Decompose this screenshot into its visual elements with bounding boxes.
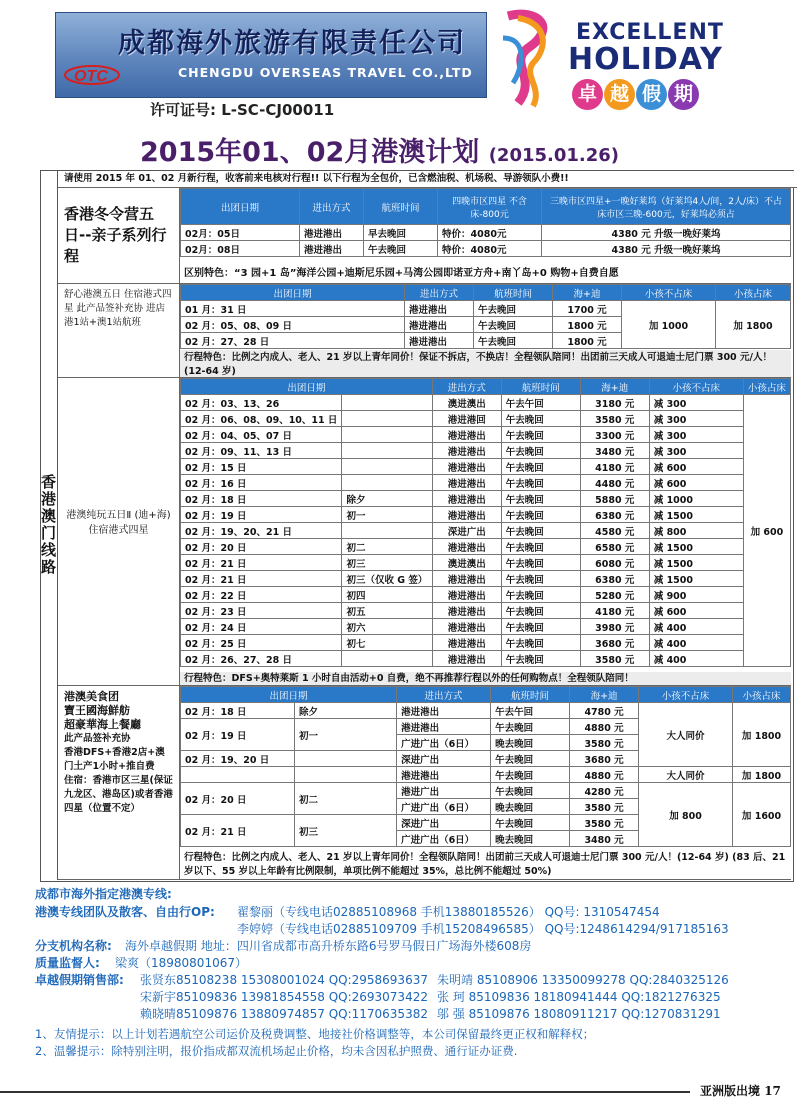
cell: 午去晚回 <box>474 301 553 317</box>
cell: 初一 <box>342 507 432 523</box>
sales-contact: 张贤东85108238 15308001024 QQ:2958693637 <box>140 973 428 987</box>
col-header: 出团日期 <box>181 285 405 301</box>
sales-contact: 赖晓晴85109876 13880974857 QQ:1170635382 <box>140 1007 428 1021</box>
table-row <box>181 301 791 317</box>
cell: 初六 <box>342 619 432 635</box>
table-row <box>181 523 791 539</box>
side-label-text: 香港澳门线路 <box>39 474 57 576</box>
cell: 港进港出 <box>432 539 501 555</box>
cell: 4880 元 <box>570 719 639 735</box>
cell: 02 月：19 日 <box>181 719 295 751</box>
cell: 港进港出 <box>300 241 364 257</box>
block4-name-line: 港澳美食团 <box>64 690 119 703</box>
cell: 午去晚回 <box>501 619 580 635</box>
cell: 加 600 <box>743 395 790 667</box>
op-contact-1: 翟黎丽（专线电话02885108968 手机13880185526） QQ号: 1310547454 <box>237 905 660 919</box>
table-row <box>181 603 791 619</box>
cell <box>342 459 432 475</box>
cell: 减 600 <box>649 603 743 619</box>
cell: 02 月：19、20 日 <box>181 751 295 767</box>
cell: 4380 元 升级一晚好莱坞 <box>542 241 791 257</box>
block2-feature: 行程特色：比例之内成人、老人、21 岁以上青年同价！保证不拆店，不换店！全程领队陪同！出团前三天成人可退迪士尼门票 300 元/人！(12-64 岁) <box>180 350 791 378</box>
cell: 02 月：25 日 <box>181 635 342 651</box>
cell: 02 月：05、08、09 日 <box>181 317 405 333</box>
brand-cn-dots <box>572 79 700 110</box>
cell: 港进港出 <box>397 767 491 783</box>
table-row <box>181 703 791 719</box>
friendly-tip: 1、友情提示：以上计划若遇航空公司运价及税费调整、地接社价格调整等，本公司保留最终更正权和解释权； <box>35 1027 595 1041</box>
brand-char: 假 <box>636 79 667 110</box>
cell <box>181 767 295 783</box>
cell: 3580 元 <box>570 815 639 831</box>
block4-name-line: 此产品签补充协 <box>64 733 131 744</box>
cell: 初二 <box>295 783 397 815</box>
cell: 3680 元 <box>570 751 639 767</box>
page-num: 17 <box>764 1084 781 1098</box>
cell: 港进港出 <box>432 507 501 523</box>
cell: 02 月：04、05、07 日 <box>181 427 342 443</box>
cell: 港进港出 <box>432 651 501 667</box>
cell: 5880 元 <box>580 491 649 507</box>
col-header: 进出方式 <box>405 285 474 301</box>
cell: 午去晚回 <box>501 571 580 587</box>
publisher: 亚洲版出境 <box>700 1084 761 1098</box>
cell: 减 1500 <box>649 507 743 523</box>
company-banner <box>55 12 487 98</box>
cell: 澳进澳出 <box>432 395 501 411</box>
cell: 午去晚回 <box>501 587 580 603</box>
cell: 初二 <box>342 539 432 555</box>
cell: 午去晚回 <box>501 555 580 571</box>
cell: 港进港出 <box>405 301 474 317</box>
svg-text:OTC: OTC <box>74 68 108 85</box>
notice-bar: 请使用 2015 年 01、02 月新行程，收客前来电核对行程!! 以下行程为全包价，已含燃油税、机场税、导游领队小费!! <box>58 171 797 188</box>
cell: 02 月：21 日 <box>181 555 342 571</box>
cell: 广进广出（6日） <box>397 799 491 815</box>
cell: 午去午回 <box>491 703 570 719</box>
table-row <box>181 427 791 443</box>
col-header: 海+迪 <box>553 285 622 301</box>
cell: 02 月：15 日 <box>181 459 342 475</box>
page-footer <box>0 1085 800 1100</box>
cell: 4380 元 升级一晚好莱坞 <box>542 225 791 241</box>
cell: 除夕 <box>295 703 397 719</box>
cell: 广进广出（6日） <box>397 831 491 847</box>
cell: 港进港出 <box>432 491 501 507</box>
cell: 午去午回 <box>501 395 580 411</box>
cell <box>342 427 432 443</box>
cell: 02 月：03、13、26 <box>181 395 342 411</box>
cell: 午去晚回 <box>491 767 570 783</box>
block4-table <box>180 686 791 847</box>
title-main: 2015年01、02月港澳计划 <box>140 137 480 168</box>
sales-label: 卓越假期销售部: <box>35 973 124 987</box>
table-row <box>181 619 791 635</box>
cell: 港进港出 <box>432 427 501 443</box>
cell: 深进广出 <box>397 751 491 767</box>
cell: 02 月：23 日 <box>181 603 342 619</box>
cell: 大人同价 <box>639 703 733 767</box>
cell: 02月：08日 <box>181 241 300 257</box>
cell: 港进港出 <box>432 459 501 475</box>
cell: 3480 元 <box>580 443 649 459</box>
cell: 6380 元 <box>580 571 649 587</box>
col-header: 小孩不占床 <box>639 687 733 703</box>
cell: 午去晚回 <box>491 719 570 735</box>
brand-char: 卓 <box>572 79 603 110</box>
cell: 02 月：18 日 <box>181 491 342 507</box>
block1-feature: 区别特色：“3 园+1 岛”海洋公园+迪斯尼乐园+马湾公园即诺亚方舟+南丫岛+0 购物+自费自愿 <box>180 266 791 284</box>
brand-holiday: HOLIDAY <box>568 42 723 77</box>
cell: 02 月：19 日 <box>181 507 342 523</box>
company-name-cn: 成都海外旅游有限责任公司 <box>118 28 466 59</box>
op-label: 港澳专线团队及散客、自由行OP: <box>35 905 215 919</box>
page-number <box>700 1082 781 1099</box>
cell: 午去晚回 <box>501 507 580 523</box>
cell: 晚去晚回 <box>491 831 570 847</box>
cell: 减 300 <box>649 443 743 459</box>
block2-table <box>180 284 791 349</box>
cell: 澳进澳出 <box>432 555 501 571</box>
cell <box>295 767 397 783</box>
table-row <box>181 491 791 507</box>
block4-feature: 行程特色：比例之内成人、老人、21 岁以上青年同价！全程领队陪同！出团前三天成人可退迪士尼门票 300 元/人！(12-64 岁) (83 后、21 岁以下、55 岁以上年龄有比例限制，单项比例不能超过 35%，总比例不能超过 50%) <box>180 850 791 880</box>
cell: 午去晚回 <box>491 783 570 799</box>
cell <box>342 395 432 411</box>
block4-name-line: 超豪華海上餐廳 <box>64 718 141 731</box>
block2-name: 舒心港澳五日 住宿港式四星 此产品签补充协 进店港1站+澳1站航班 <box>58 284 180 378</box>
cell: 4180 元 <box>580 603 649 619</box>
cell: 1800 元 <box>553 333 622 349</box>
cell: 港进港出 <box>432 587 501 603</box>
cell: 减 400 <box>649 619 743 635</box>
side-label <box>40 170 58 880</box>
cell: 午去晚回 <box>501 459 580 475</box>
block4-name-line: 住宿：香港市区三星(保证九龙区、港岛区)或者香港四星（位置不定） <box>64 775 173 814</box>
table-row <box>181 651 791 667</box>
col-header: 三晚市区四星+一晚好莱坞（好莱坞4人/间，2人/床）不占床市区三晚-600元，好莱坞必须占 <box>542 189 791 225</box>
cell: 减 300 <box>649 395 743 411</box>
cell: 特价：4080元 <box>438 241 542 257</box>
table-row <box>181 395 791 411</box>
quality-label: 质量监督人: <box>35 956 100 970</box>
cell: 大人同价 <box>639 767 733 783</box>
excellent-holiday-logo <box>498 8 728 108</box>
cell: 午去晚回 <box>474 317 553 333</box>
cell: 6080 元 <box>580 555 649 571</box>
otc-logo <box>62 57 122 91</box>
cell: 初三 <box>342 555 432 571</box>
col-header: 小孩不占床 <box>649 379 743 395</box>
col-header: 小孩占床 <box>733 687 791 703</box>
sales-contact: 邬 强 85109876 18080911217 QQ:1270831291 <box>437 1007 721 1021</box>
cell: 02 月：18 日 <box>181 703 295 719</box>
cell: 减 1500 <box>649 539 743 555</box>
cell: 减 1500 <box>649 571 743 587</box>
cell: 港进港出 <box>432 619 501 635</box>
cell: 3480 元 <box>570 831 639 847</box>
cell: 特价：4080元 <box>438 225 542 241</box>
cell: 3580 元 <box>570 735 639 751</box>
cell: 初三 <box>295 815 397 847</box>
cell: 午去晚回 <box>491 751 570 767</box>
cell: 早去晚回 <box>364 225 438 241</box>
cell: 晚去晚回 <box>491 799 570 815</box>
cell: 02 月：26、27、28 日 <box>181 651 342 667</box>
cell: 初一 <box>295 719 397 751</box>
col-header: 航班时间 <box>501 379 580 395</box>
table-row <box>181 241 791 257</box>
cell: 午去晚回 <box>474 333 553 349</box>
cell: 港进港出 <box>432 475 501 491</box>
title-date: (2015.01.26) <box>488 145 620 166</box>
cell: 加 1600 <box>733 783 791 847</box>
cell: 02 月：16 日 <box>181 475 342 491</box>
table-row <box>181 411 791 427</box>
cell: 广进广出（6日） <box>397 735 491 751</box>
warm-tip: 2、温馨提示：除特别注明，报价指成都双流机场起止价格，均未含因私护照费、通行证办证费. <box>35 1044 518 1058</box>
cell: 午去晚回 <box>501 491 580 507</box>
cell: 01 月：31 日 <box>181 301 405 317</box>
cell <box>295 751 397 767</box>
col-header: 海+迪 <box>570 687 639 703</box>
table-row <box>181 459 791 475</box>
brand-excellent: EXCELLENT <box>576 20 724 45</box>
col-header: 出团日期 <box>181 379 433 395</box>
table-row <box>181 587 791 603</box>
cell: 4880 元 <box>570 767 639 783</box>
table-row <box>181 507 791 523</box>
cell: 减 400 <box>649 635 743 651</box>
cell: 加 1800 <box>733 703 791 767</box>
branch-address: 海外卓越假期 地址：四川省成都市高升桥东路6号罗马假日广场海外楼608房 <box>125 939 532 953</box>
cell: 午去晚回 <box>501 651 580 667</box>
cell: 加 1800 <box>716 301 791 349</box>
cell: 3980 元 <box>580 619 649 635</box>
cell: 初三（仅收 G 签） <box>342 571 432 587</box>
sales-contact: 宋新宇85109836 13981854558 QQ:2693073422 <box>140 990 428 1004</box>
cell: 6380 元 <box>580 507 649 523</box>
cell: 02 月：19、20、21 日 <box>181 523 342 539</box>
cell: 加 1000 <box>622 301 716 349</box>
cell: 1800 元 <box>553 317 622 333</box>
cell: 午去晚回 <box>501 475 580 491</box>
cell: 02 月：20 日 <box>181 539 342 555</box>
table-row <box>181 225 791 241</box>
table-row <box>181 539 791 555</box>
brand-char: 越 <box>604 79 635 110</box>
cell: 港进港出 <box>405 333 474 349</box>
cell: 午去晚回 <box>501 427 580 443</box>
cell: 02 月：22 日 <box>181 587 342 603</box>
license-number: 许可证号: L-SC-CJ00011 <box>150 101 335 119</box>
cell: 午去晚回 <box>501 523 580 539</box>
col-header: 进出方式 <box>397 687 491 703</box>
cell: 02 月：09、11、13 日 <box>181 443 342 459</box>
cell: 1700 元 <box>553 301 622 317</box>
footer-heading: 成都市海外指定港澳专线: <box>35 887 172 901</box>
table-row <box>181 443 791 459</box>
cell: 02 月：21 日 <box>181 571 342 587</box>
cell: 午去晚回 <box>501 443 580 459</box>
cell: 港进港出 <box>397 719 491 735</box>
block1-table <box>180 188 791 257</box>
col-header: 海+迪 <box>580 379 649 395</box>
col-header: 进出方式 <box>432 379 501 395</box>
cell: 晚去晚回 <box>491 735 570 751</box>
cell: 初五 <box>342 603 432 619</box>
cell: 午去晚回 <box>491 815 570 831</box>
cell <box>342 443 432 459</box>
block4-name-line: 香港DFS+香港2店+澳门土产1小时+推自费 <box>64 747 165 772</box>
footer-rule <box>0 1091 690 1093</box>
cell: 5280 元 <box>580 587 649 603</box>
cell: 02月：05日 <box>181 225 300 241</box>
cell: 3300 元 <box>580 427 649 443</box>
cell: 午去晚回 <box>501 411 580 427</box>
cell: 减 300 <box>649 427 743 443</box>
cell: 港进港出 <box>432 443 501 459</box>
col-header: 出团日期 <box>181 687 397 703</box>
col-header: 出团日期 <box>181 189 300 225</box>
cell: 减 600 <box>649 475 743 491</box>
cell: 深进广出 <box>397 815 491 831</box>
cell: 港进港回 <box>432 411 501 427</box>
cell: 港进港出 <box>432 571 501 587</box>
col-header: 航班时间 <box>364 189 438 225</box>
cell: 减 1500 <box>649 555 743 571</box>
page-title <box>140 130 619 169</box>
sales-contact: 张 珂 85109836 18180941444 QQ:1821276325 <box>437 990 721 1004</box>
table-row <box>181 555 791 571</box>
block3-feature: 行程特色：DFS+奥特莱斯 1 小时自由活动+0 自费，绝不再推荐行程以外的任何购物点！全程领队陪同！ <box>180 672 791 686</box>
col-header: 小孩占床 <box>743 379 790 395</box>
company-name-en: CHENGDU OVERSEAS TRAVEL CO.,LTD <box>178 65 473 80</box>
cell: 午去晚回 <box>501 539 580 555</box>
col-header: 四晚市区四星 不含床-800元 <box>438 189 542 225</box>
quality-contact: 梁爽（18980801067） <box>115 956 247 970</box>
cell: 深进广出 <box>432 523 501 539</box>
cell: 4780 元 <box>570 703 639 719</box>
col-header: 航班时间 <box>491 687 570 703</box>
cell: 减 1000 <box>649 491 743 507</box>
cell: 减 400 <box>649 651 743 667</box>
sales-contact: 朱明靖 85108906 13350099278 QQ:2840325126 <box>437 973 729 987</box>
cell: 02 月：27、28 日 <box>181 333 405 349</box>
cell: 加 1800 <box>733 767 791 783</box>
block4-name-line: 寶王國海鮮舫 <box>64 704 130 717</box>
ribbon-icon <box>498 8 568 108</box>
cell: 02 月：24 日 <box>181 619 342 635</box>
cell: 3580 元 <box>580 411 649 427</box>
block3-table <box>180 378 791 667</box>
op-contact-2: 李婷婷（专线电话02885109709 手机15208496585） QQ号:1248614294/917185163 <box>237 922 729 936</box>
cell: 减 800 <box>649 523 743 539</box>
cell: 02 月：20 日 <box>181 783 295 815</box>
brand-char: 期 <box>668 79 699 110</box>
cell: 港进港出 <box>405 317 474 333</box>
cell <box>342 475 432 491</box>
cell: 港进港出 <box>432 635 501 651</box>
cell: 减 300 <box>649 411 743 427</box>
cell: 4580 元 <box>580 523 649 539</box>
cell: 3180 元 <box>580 395 649 411</box>
branch-label: 分支机构名称: <box>35 939 112 953</box>
cell: 4180 元 <box>580 459 649 475</box>
table-row <box>181 635 791 651</box>
block4-name <box>58 686 180 880</box>
table-row <box>181 783 791 799</box>
cell <box>342 411 432 427</box>
cell: 3580 元 <box>570 799 639 815</box>
cell: 港进港出 <box>300 225 364 241</box>
cell: 午去晚回 <box>364 241 438 257</box>
cell: 加 800 <box>639 783 733 847</box>
cell: 3580 元 <box>580 651 649 667</box>
col-header: 进出方式 <box>300 189 364 225</box>
cell: 减 600 <box>649 459 743 475</box>
cell: 02 月：06、08、09、10、11 日 <box>181 411 342 427</box>
cell: 3680 元 <box>580 635 649 651</box>
cell: 港进港出 <box>432 603 501 619</box>
cell: 初七 <box>342 635 432 651</box>
cell: 6580 元 <box>580 539 649 555</box>
block3-name: 港澳纯玩五日Ⅱ (迪+海) 住宿港式四星 <box>58 378 180 686</box>
col-header: 航班时间 <box>474 285 553 301</box>
table-row <box>181 475 791 491</box>
block1-name: 香港冬令营五日--亲子系列行程 <box>58 188 180 284</box>
cell: 4480 元 <box>580 475 649 491</box>
col-header: 小孩不占床 <box>622 285 716 301</box>
cell: 02 月：21 日 <box>181 815 295 847</box>
cell: 午去晚回 <box>501 635 580 651</box>
col-header: 小孩占床 <box>716 285 791 301</box>
cell: 4280 元 <box>570 783 639 799</box>
cell <box>342 523 432 539</box>
table-row <box>181 571 791 587</box>
cell: 除夕 <box>342 491 432 507</box>
cell: 港进港出 <box>397 703 491 719</box>
cell <box>342 651 432 667</box>
cell: 减 900 <box>649 587 743 603</box>
cell: 港进广出 <box>397 783 491 799</box>
cell: 初四 <box>342 587 432 603</box>
cell: 午去晚回 <box>501 603 580 619</box>
table-row <box>181 767 791 783</box>
